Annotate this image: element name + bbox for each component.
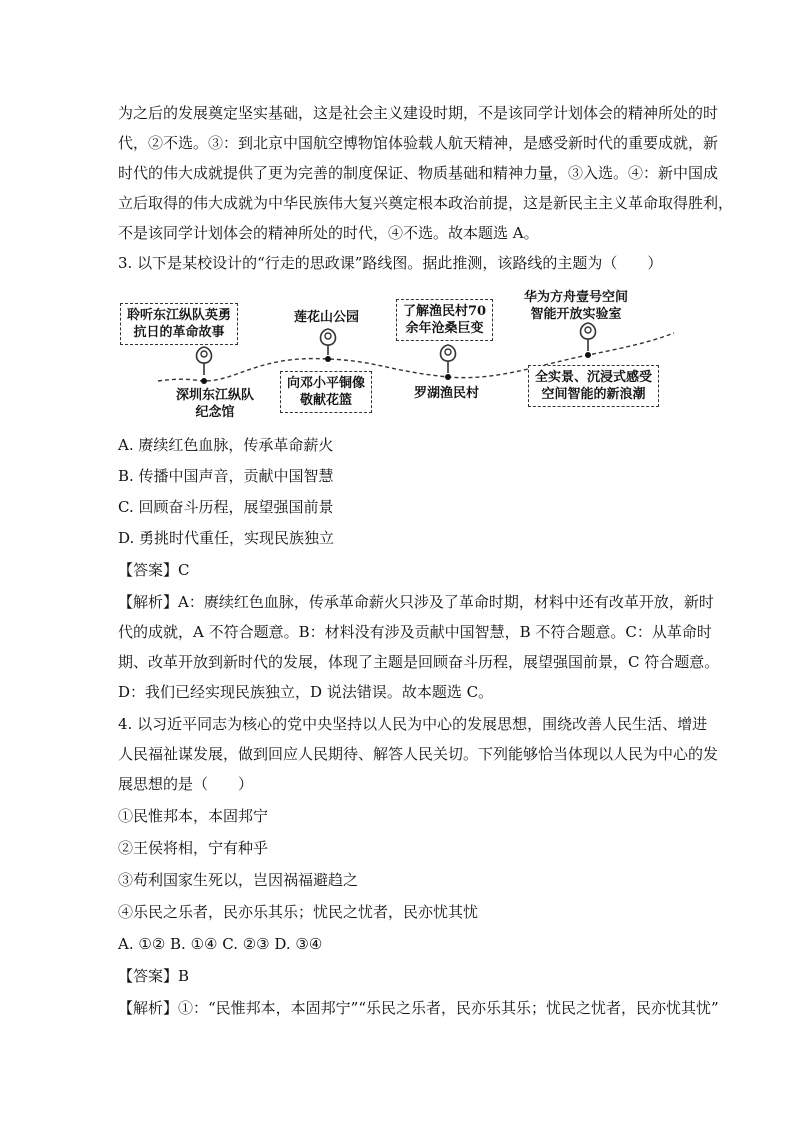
statement-3: ③苟利国家生死以，岂因祸福避趋之	[118, 871, 359, 889]
callout-text: 聆听东江纵队英勇	[127, 308, 232, 323]
callout-text: 全实景、沉浸式感受	[535, 370, 653, 385]
option-d: D. 勇挑时代重任，实现民族独立	[118, 529, 335, 547]
callout-text: 空间智能的新浪潮	[541, 387, 646, 402]
option-a: A. 赓续红色血脉，传承革命薪火	[118, 436, 334, 454]
callout-text: 敬献花篮	[300, 393, 353, 408]
callout-text: 了解渔民村70	[403, 304, 487, 319]
option-b: B. 传播中国声音，贡献中国智慧	[118, 467, 334, 485]
stop-label-2	[294, 309, 359, 326]
map-pin-icon	[321, 329, 336, 362]
question-3-stem: 3. 以下是某校设计的“行走的思政课”路线图。据此推测，该路线的主题为（ ）	[118, 254, 663, 272]
callout-text: 向邓小平铜像	[287, 376, 366, 391]
statement-4: ④乐民之乐者，民亦乐其乐；忧民之忧者，民亦忧其忧	[118, 903, 479, 921]
analysis-line: 【解析】①：“民惟邦本，本固邦宁”“乐民之乐者，民亦乐其乐；忧民之忧者，民亦忧其忧”	[118, 999, 719, 1017]
text-line: 为之后的发展奠定坚实基础，这是社会主义建设时期，不是该同学计划体会的精神所处的时	[118, 104, 719, 122]
text-line: 立后取得的伟大成就为中华民族伟大复兴奠定根本政治前提，这是新民主主义革命取得胜利，	[118, 194, 734, 212]
map-pin-icon	[441, 345, 456, 380]
stop-label-text: 智能开放实验室	[530, 307, 622, 322]
analysis-line: 期、改革开放到新时代的发展，体现了主题是回顾奋斗历程，展望强国前景，C 符合题意。	[118, 653, 720, 671]
analysis-line: 【解析】A：赓续红色血脉，传承革命薪火只涉及了革命时期，材料中还有改革开放，新时	[118, 593, 714, 611]
question-4-stem: 人民福祉谋发展，做到回应人民期待、解答人民关切。下列能够恰当体现以人民为中心的发	[118, 745, 719, 763]
stop-label-text: 莲花山公园	[294, 310, 360, 325]
statement-2: ②王侯将相，宁有种乎	[118, 839, 269, 857]
answer-line: 【答案】C	[118, 561, 190, 579]
stop-label-text: 罗湖渔民村	[414, 386, 480, 401]
text-line: 时代的伟大成就提供了更为完善的制度保证、物质基础和精神力量，③入选。④：新中国成	[118, 164, 719, 182]
callout-box-2	[280, 371, 372, 413]
stop-label-text: 纪念馆	[195, 405, 235, 420]
analysis-line: D：我们已经实现民族独立，D 说法错误。故本题选 C。	[118, 683, 494, 701]
stop-label-3	[414, 385, 479, 402]
text-line: 代，②不选。③：到北京中国航空博物馆体验载人航天精神，是感受新时代的重要成就，新	[118, 134, 719, 152]
analysis-line: 代的成就，A 不符合题意。B：材料没有涉及贡献中国智慧，B 不符合题意。C：从革命时	[118, 623, 712, 641]
callout-box-1	[120, 303, 238, 345]
map-pin-icon	[581, 323, 596, 358]
choices-line: A. ①② B. ①④ C. ②③ D. ③④	[118, 935, 323, 953]
question-4-stem: 4. 以习近平同志为核心的党中央坚持以人民为中心的发展思想，围绕改善人民生活、增进	[118, 715, 708, 733]
callout-text: 余年沧桑巨变	[405, 321, 484, 336]
statement-1: ①民惟邦本，本固邦宁	[118, 807, 269, 825]
map-pin-icon	[197, 347, 212, 384]
callout-text: 抗日的革命故事	[133, 325, 225, 340]
stop-label-1	[176, 387, 254, 421]
answer-line: 【答案】B	[118, 967, 190, 985]
stop-label-4	[524, 289, 628, 323]
stop-label-text: 华为方舟壹号空间	[524, 290, 629, 305]
route-diagram	[118, 285, 678, 425]
callout-box-3	[396, 299, 493, 341]
question-4-stem: 展思想的是（ ）	[118, 775, 254, 793]
text-line: 不是该同学计划体会的精神所处的时代，④不选。故本题选 A。	[118, 224, 539, 242]
stop-label-text: 深圳东江纵队	[176, 388, 255, 403]
option-c: C. 回顾奋斗历程，展望强国前景	[118, 498, 334, 516]
callout-box-4	[528, 365, 659, 407]
